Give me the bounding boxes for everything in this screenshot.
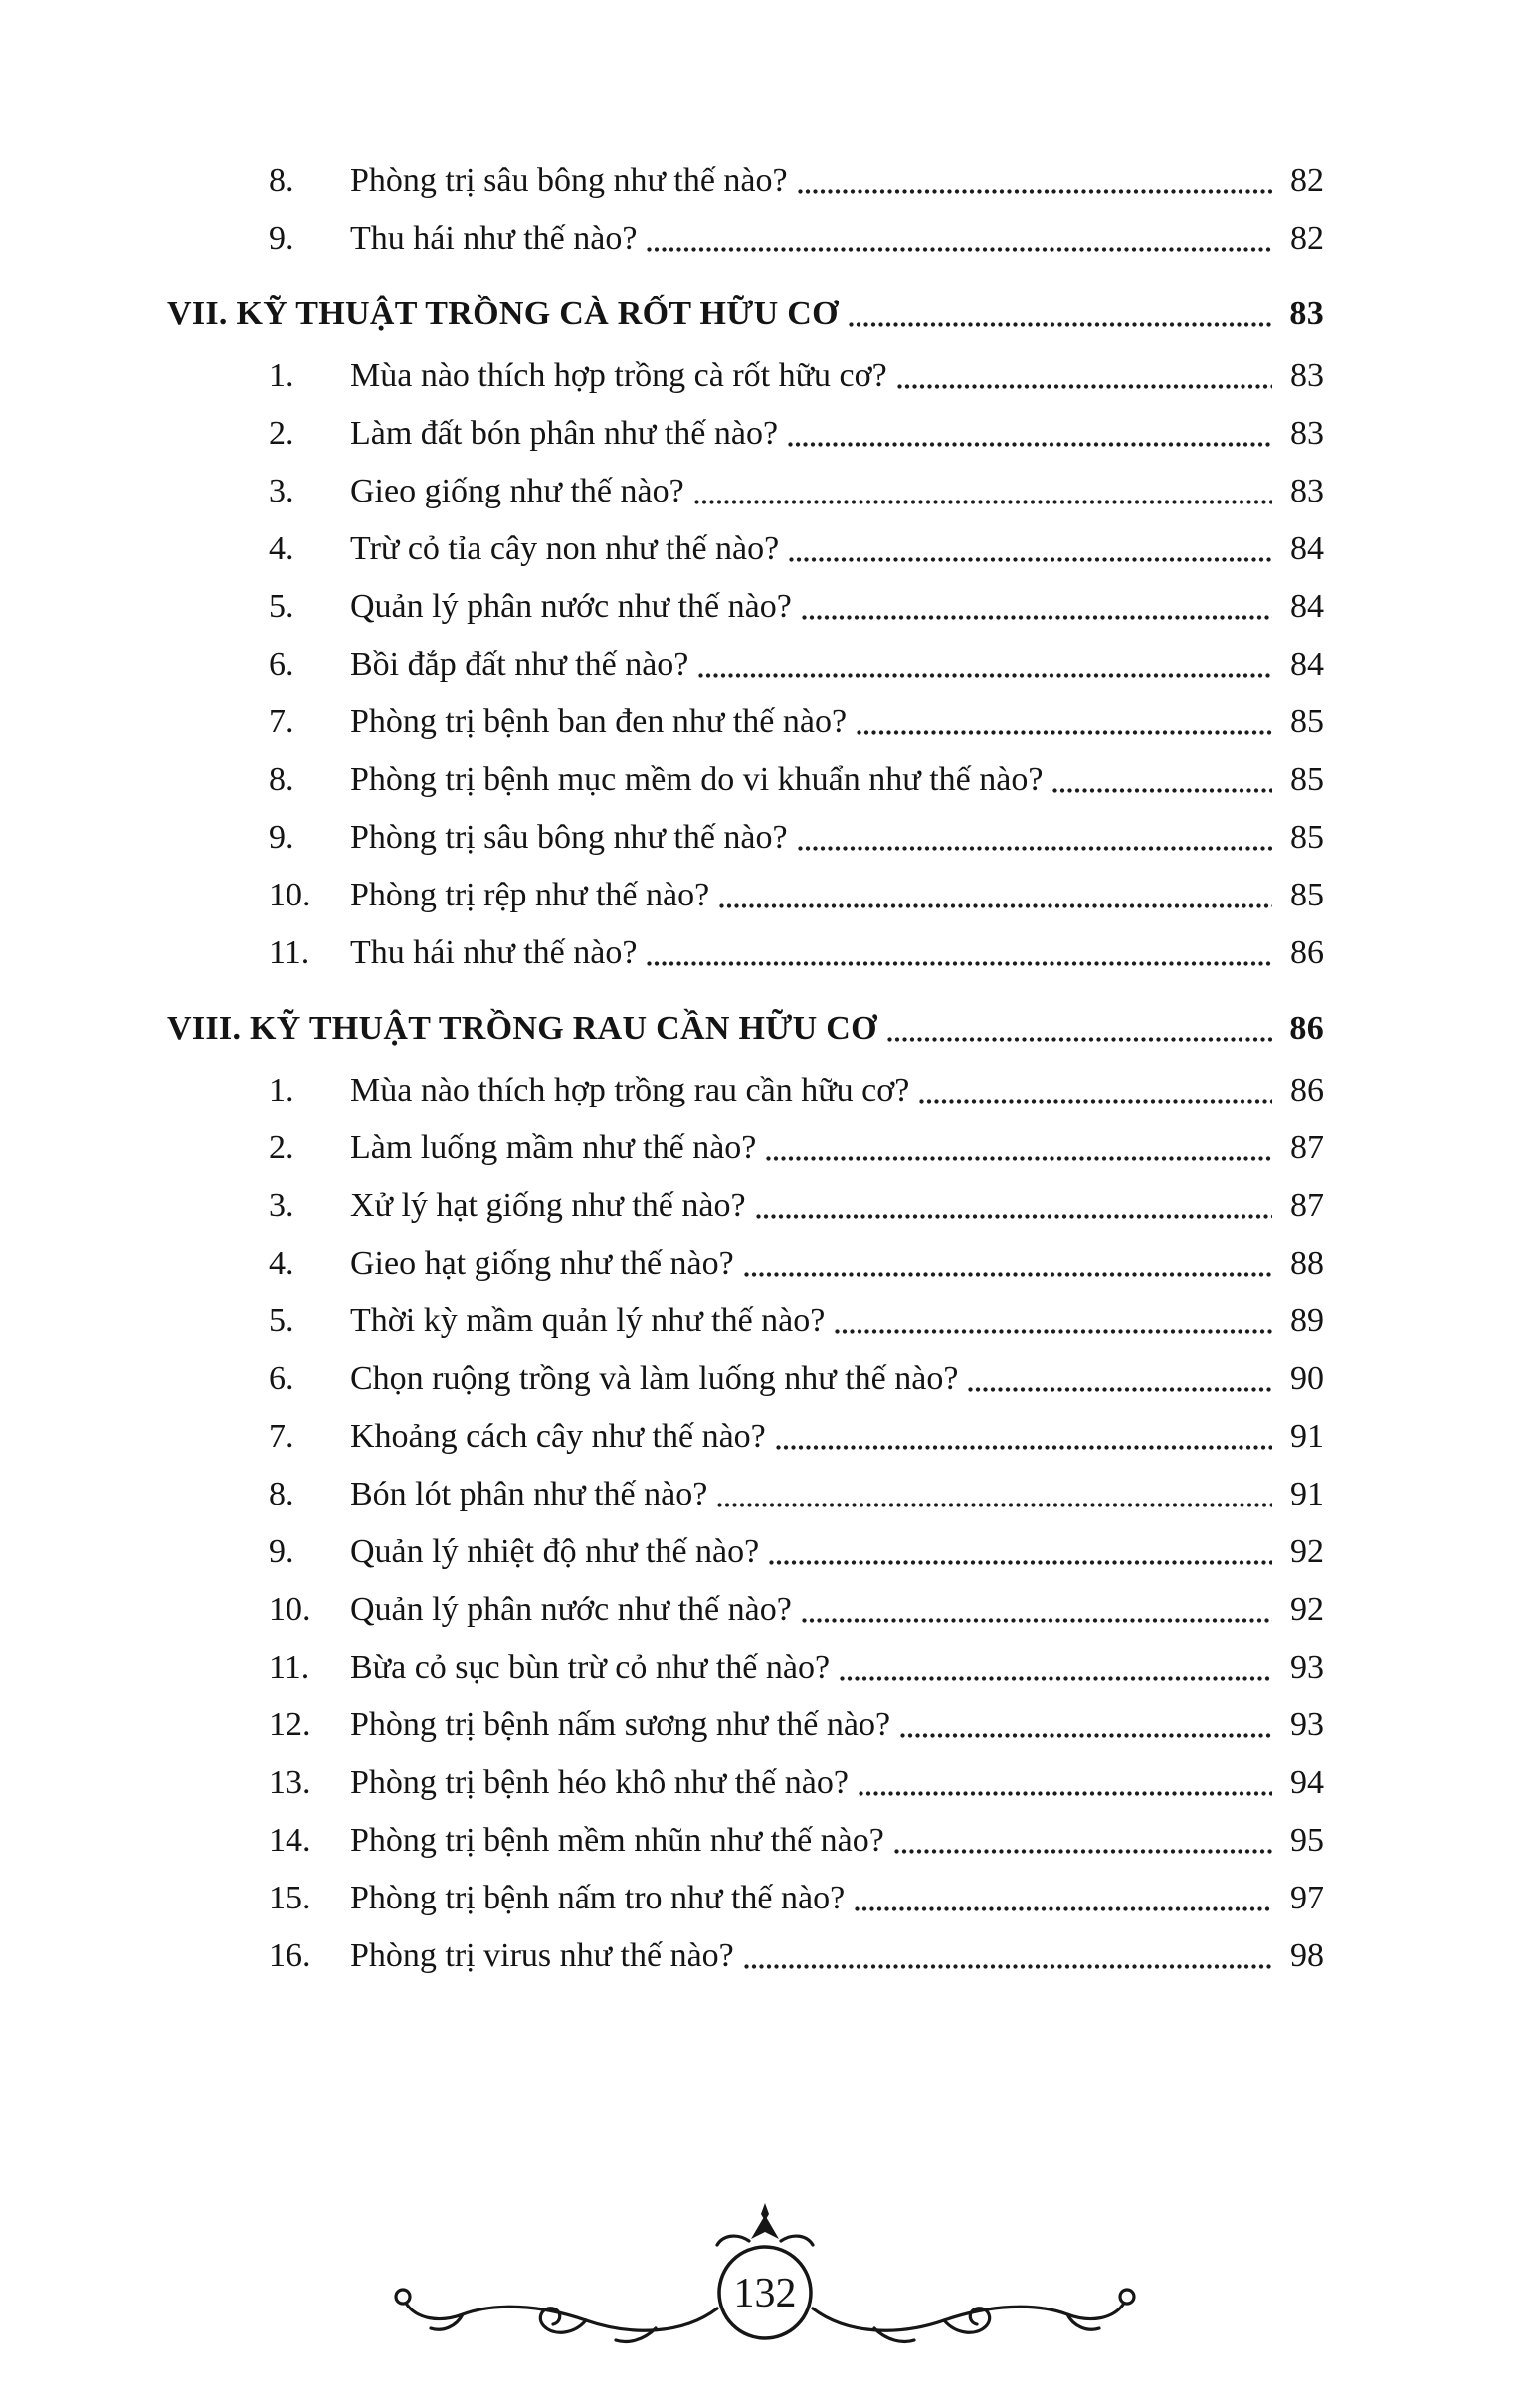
dot-leader bbox=[798, 189, 1272, 194]
toc-entry bbox=[167, 631, 1324, 689]
entry-title: Bừa cỏ sục bùn trừ cỏ như thế nào? bbox=[350, 1649, 831, 1686]
entry-page-number: 91 bbox=[1290, 1476, 1324, 1512]
entry-page-number: 94 bbox=[1290, 1764, 1324, 1801]
dot-leader bbox=[859, 1791, 1272, 1796]
dot-leader bbox=[802, 1618, 1272, 1623]
right-flourish-icon bbox=[813, 2290, 1134, 2342]
entry-number: 11. bbox=[269, 934, 310, 971]
entry-number: 1. bbox=[269, 357, 294, 394]
left-flourish-icon bbox=[396, 2290, 717, 2342]
toc-entry bbox=[167, 1807, 1324, 1865]
entry-page-number: 95 bbox=[1290, 1822, 1324, 1859]
entry-number: 15. bbox=[269, 1880, 311, 1916]
toc-entry bbox=[167, 1576, 1324, 1634]
dot-leader bbox=[717, 1503, 1272, 1507]
entry-number: 1. bbox=[269, 1072, 294, 1108]
entry-title: Phòng trị bệnh mục mềm do vi khuẩn như thế nào? bbox=[350, 761, 1044, 798]
entry-title: Phòng trị bệnh nấm sương như thế nào? bbox=[350, 1706, 891, 1743]
toc-entry bbox=[167, 205, 1324, 263]
dot-leader bbox=[857, 730, 1272, 735]
entry-number: 8. bbox=[269, 162, 294, 199]
toc-entry bbox=[167, 573, 1324, 631]
entry-page-number: 88 bbox=[1290, 1245, 1324, 1282]
toc-entry bbox=[167, 458, 1324, 515]
entry-number: 14. bbox=[269, 1822, 311, 1859]
entry-title: Quản lý phân nước như thế nào? bbox=[350, 1591, 792, 1628]
entry-number: 5. bbox=[269, 588, 294, 625]
dot-leader bbox=[887, 1037, 1272, 1042]
entry-page-number: 86 bbox=[1290, 1072, 1324, 1108]
entry-page-number: 97 bbox=[1290, 1880, 1324, 1916]
dot-leader bbox=[849, 322, 1272, 327]
entry-title: Xử lý hạt giống như thế nào? bbox=[350, 1187, 746, 1224]
toc-entry bbox=[167, 400, 1324, 458]
entry-title: Phòng trị virus như thế nào? bbox=[350, 1937, 734, 1974]
dot-leader bbox=[694, 500, 1272, 504]
dot-leader bbox=[798, 846, 1272, 851]
entry-number: 2. bbox=[269, 1129, 294, 1166]
entry-page-number: 87 bbox=[1290, 1129, 1324, 1166]
dot-leader bbox=[719, 903, 1272, 908]
toc-entry bbox=[167, 1057, 1324, 1114]
toc-entry bbox=[167, 147, 1324, 205]
entry-number: 4. bbox=[269, 530, 294, 567]
toc-entry bbox=[167, 1749, 1324, 1807]
entry-page-number: 93 bbox=[1290, 1649, 1324, 1686]
entry-page-number: 82 bbox=[1290, 162, 1324, 199]
entry-page-number: 84 bbox=[1290, 588, 1324, 625]
entry-page-number: 91 bbox=[1290, 1418, 1324, 1455]
dot-leader bbox=[968, 1387, 1272, 1392]
entry-title: Gieo hạt giống như thế nào? bbox=[350, 1245, 734, 1282]
entry-title: Thu hái như thế nào? bbox=[350, 934, 638, 971]
entry-number: 5. bbox=[269, 1303, 294, 1339]
entry-number: 12. bbox=[269, 1706, 311, 1743]
crown-side-curls-icon bbox=[717, 2236, 813, 2245]
toc-entry bbox=[167, 862, 1324, 919]
entry-page-number: 98 bbox=[1290, 1937, 1324, 1974]
dot-leader bbox=[802, 615, 1272, 620]
entry-title: Quản lý phân nước như thế nào? bbox=[350, 588, 792, 625]
entry-title: Mùa nào thích hợp trồng rau cần hữu cơ? bbox=[350, 1072, 910, 1108]
entry-page-number: 87 bbox=[1290, 1187, 1324, 1224]
entry-title: Trừ cỏ tỉa cây non như thế nào? bbox=[350, 530, 780, 567]
entry-title: Thu hái như thế nào? bbox=[350, 220, 638, 257]
entry-title: Làm luống mầm như thế nào? bbox=[350, 1129, 757, 1166]
toc-entry bbox=[167, 1345, 1324, 1403]
toc-section bbox=[167, 147, 1324, 263]
entry-page-number: 85 bbox=[1290, 703, 1324, 740]
entry-page-number: 83 bbox=[1290, 357, 1324, 394]
dot-leader bbox=[744, 1272, 1272, 1277]
entry-number: 8. bbox=[269, 761, 294, 798]
section-heading bbox=[167, 281, 1324, 338]
dot-leader bbox=[788, 442, 1272, 447]
entry-title: Phòng trị bệnh ban đen như thế nào? bbox=[350, 703, 848, 740]
section-heading-title: VIII. KỸ THUẬT TRỒNG RAU CẦN HỮU CƠ bbox=[167, 1010, 877, 1047]
toc-section bbox=[167, 995, 1324, 1980]
entry-number: 3. bbox=[269, 473, 294, 509]
entry-title: Quản lý nhiệt độ như thế nào? bbox=[350, 1533, 760, 1570]
dot-leader bbox=[897, 384, 1272, 389]
dot-leader bbox=[744, 1964, 1272, 1969]
toc-entry bbox=[167, 1461, 1324, 1518]
dot-leader bbox=[835, 1329, 1272, 1334]
section-page-number: 86 bbox=[1289, 1010, 1324, 1047]
toc-entry bbox=[167, 1922, 1324, 1980]
toc-section bbox=[167, 281, 1324, 977]
entry-page-number: 84 bbox=[1290, 646, 1324, 683]
entry-title: Khoảng cách cây như thế nào? bbox=[350, 1418, 766, 1455]
entry-title: Phòng trị bệnh nấm tro như thế nào? bbox=[350, 1880, 846, 1916]
toc-entry bbox=[167, 1518, 1324, 1576]
dot-leader bbox=[919, 1099, 1272, 1104]
toc-entry bbox=[167, 919, 1324, 977]
entry-number: 9. bbox=[269, 819, 294, 856]
entry-number: 3. bbox=[269, 1187, 294, 1224]
dot-leader bbox=[1052, 788, 1272, 793]
toc-entry bbox=[167, 515, 1324, 573]
toc-entry bbox=[167, 1114, 1324, 1172]
toc-entry bbox=[167, 1230, 1324, 1288]
entry-page-number: 92 bbox=[1290, 1591, 1324, 1628]
toc-entry bbox=[167, 746, 1324, 804]
toc-entry bbox=[167, 689, 1324, 746]
dot-leader bbox=[756, 1214, 1272, 1219]
dot-leader bbox=[698, 673, 1272, 678]
toc-entry bbox=[167, 1865, 1324, 1922]
toc-entry bbox=[167, 1403, 1324, 1461]
dot-leader bbox=[894, 1849, 1272, 1854]
entry-title: Phòng trị sâu bông như thế nào? bbox=[350, 819, 788, 856]
toc-entry bbox=[167, 1172, 1324, 1230]
entry-number: 16. bbox=[269, 1937, 311, 1974]
entry-page-number: 83 bbox=[1290, 415, 1324, 452]
entry-title: Gieo giống như thế nào? bbox=[350, 473, 684, 509]
entry-page-number: 92 bbox=[1290, 1533, 1324, 1570]
crown-ornament-icon bbox=[751, 2203, 779, 2239]
entry-number: 13. bbox=[269, 1764, 311, 1801]
section-page-number: 83 bbox=[1289, 296, 1324, 332]
toc-entry bbox=[167, 1692, 1324, 1749]
dot-leader bbox=[789, 557, 1272, 562]
toc-entry bbox=[167, 804, 1324, 862]
page-number-ornament bbox=[337, 2197, 1193, 2376]
entry-number: 10. bbox=[269, 1591, 311, 1628]
dot-leader bbox=[855, 1906, 1272, 1911]
entry-page-number: 86 bbox=[1290, 934, 1324, 971]
dot-leader bbox=[776, 1445, 1272, 1450]
dot-leader bbox=[647, 247, 1272, 252]
entry-page-number: 85 bbox=[1290, 877, 1324, 913]
entry-number: 8. bbox=[269, 1476, 294, 1512]
entry-title: Mùa nào thích hợp trồng cà rốt hữu cơ? bbox=[350, 357, 887, 394]
toc-entry bbox=[167, 1634, 1324, 1692]
entry-page-number: 85 bbox=[1290, 761, 1324, 798]
entry-title: Phòng trị bệnh héo khô như thế nào? bbox=[350, 1764, 849, 1801]
dot-leader bbox=[769, 1560, 1272, 1565]
entry-number: 9. bbox=[269, 1533, 294, 1570]
entry-number: 2. bbox=[269, 415, 294, 452]
entry-page-number: 89 bbox=[1290, 1303, 1324, 1339]
entry-title: Làm đất bón phân như thế nào? bbox=[350, 415, 779, 452]
toc-entry bbox=[167, 342, 1324, 400]
entry-number: 6. bbox=[269, 1360, 294, 1397]
entry-number: 6. bbox=[269, 646, 294, 683]
entry-title: Phòng trị bệnh mềm nhũn như thế nào? bbox=[350, 1822, 884, 1859]
entry-title: Thời kỳ mầm quản lý như thế nào? bbox=[350, 1303, 826, 1339]
dot-leader bbox=[647, 961, 1272, 966]
entry-page-number: 93 bbox=[1290, 1706, 1324, 1743]
page-footer bbox=[0, 2197, 1529, 2376]
entry-title: Phòng trị sâu bông như thế nào? bbox=[350, 162, 788, 199]
entry-page-number: 85 bbox=[1290, 819, 1324, 856]
dot-leader bbox=[840, 1676, 1272, 1681]
entry-page-number: 90 bbox=[1290, 1360, 1324, 1397]
page-number: 132 bbox=[733, 2271, 796, 2316]
entry-title: Phòng trị rệp như thế nào? bbox=[350, 877, 710, 913]
entry-page-number: 83 bbox=[1290, 473, 1324, 509]
table-of-contents bbox=[167, 147, 1324, 1980]
entry-number: 10. bbox=[269, 877, 311, 913]
toc-entry bbox=[167, 1288, 1324, 1345]
entry-number: 9. bbox=[269, 220, 294, 257]
entry-page-number: 84 bbox=[1290, 530, 1324, 567]
section-heading-title: VII. KỸ THUẬT TRỒNG CÀ RỐT HỮU CƠ bbox=[167, 296, 839, 332]
entry-title: Chọn ruộng trồng và làm luống như thế nào? bbox=[350, 1360, 959, 1397]
entry-title: Bón lót phân như thế nào? bbox=[350, 1476, 708, 1512]
entry-page-number: 82 bbox=[1290, 220, 1324, 257]
entry-number: 4. bbox=[269, 1245, 294, 1282]
dot-leader bbox=[900, 1733, 1272, 1738]
entry-number: 7. bbox=[269, 1418, 294, 1455]
entry-number: 11. bbox=[269, 1649, 310, 1686]
entry-title: Bồi đắp đất như thế nào? bbox=[350, 646, 689, 683]
section-heading bbox=[167, 995, 1324, 1053]
dot-leader bbox=[766, 1156, 1272, 1161]
entry-number: 7. bbox=[269, 703, 294, 740]
